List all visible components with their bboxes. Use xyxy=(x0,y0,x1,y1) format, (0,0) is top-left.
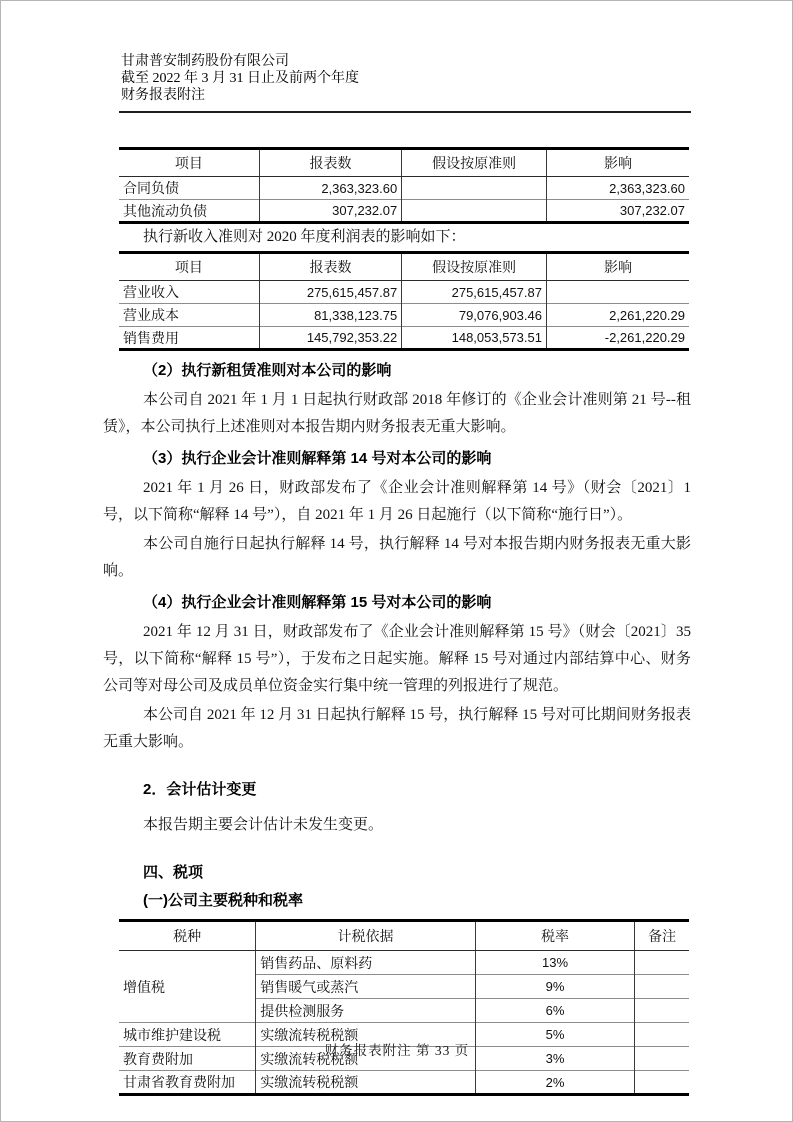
table-header-row xyxy=(119,253,689,281)
cell-reported: 275,615,457.87 xyxy=(259,281,402,304)
cell-item: 营业成本 xyxy=(119,304,259,327)
column-header-impact: 影响 xyxy=(546,253,689,281)
table-row xyxy=(119,281,689,304)
income-impact-intro: 执行新收入准则对 2020 年度利润表的影响如下： xyxy=(143,229,466,245)
para-interpretation-15-effect: 本公司自 2021 年 12 月 31 日起执行解释 15 号，执行解释 15 号对可比期间财务报表无重大影响。 xyxy=(103,707,691,750)
cell-reported: 307,232.07 xyxy=(259,200,402,223)
cell-tax-basis: 实缴流转税税额 xyxy=(256,1047,475,1071)
cell-tax-rate: 6% xyxy=(475,999,635,1023)
document-title: 财务报表附注 xyxy=(121,88,205,103)
heading-accounting-estimate-change: 2．会计估计变更 xyxy=(143,781,257,798)
cell-item: 销售费用 xyxy=(119,327,259,350)
cell-original xyxy=(402,200,547,223)
column-header-original: 假设按原准则 xyxy=(402,149,547,177)
cell-item: 营业收入 xyxy=(119,281,259,304)
heading-main-taxes-and-rates: (一)公司主要税种和税率 xyxy=(143,892,303,909)
table-row xyxy=(119,1071,689,1095)
cell-original: 275,615,457.87 xyxy=(402,281,547,304)
contract-liability-impact-table xyxy=(119,147,689,224)
cell-reported: 81,338,123.75 xyxy=(259,304,402,327)
table-header-row xyxy=(119,149,689,177)
table-row xyxy=(119,304,689,327)
cell-impact xyxy=(546,281,689,304)
column-header-note: 备注 xyxy=(635,921,689,951)
cell-item: 其他流动负债 xyxy=(119,200,259,223)
cell-tax-type: 甘肃省教育费附加 xyxy=(119,1071,256,1095)
heading-taxes: 四、税项 xyxy=(143,864,204,881)
company-name: 甘肃普安制药股份有限公司 xyxy=(121,54,289,69)
table-row xyxy=(119,327,689,350)
report-period: 截至 2022 年 3 月 31 日止及前两个年度 xyxy=(121,71,359,86)
cell-note xyxy=(635,951,689,975)
cell-impact: 307,232.07 xyxy=(546,200,689,223)
column-header-item: 项目 xyxy=(119,149,259,177)
column-header-reported: 报表数 xyxy=(259,149,402,177)
cell-tax-basis: 销售暖气或蒸汽 xyxy=(256,975,475,999)
cell-impact: -2,261,220.29 xyxy=(546,327,689,350)
footer-text: 财务报表附注 第 33 页 xyxy=(324,1043,470,1058)
table-row xyxy=(119,951,689,975)
table-row xyxy=(119,200,689,223)
cell-note xyxy=(635,975,689,999)
cell-reported: 145,792,353.22 xyxy=(259,327,402,350)
income-statement-impact-table xyxy=(119,251,689,351)
cell-tax-rate: 3% xyxy=(475,1047,635,1071)
column-header-tax-type: 税种 xyxy=(119,921,256,951)
tax-rate-table xyxy=(119,919,689,1096)
para-interpretation-14-issue: 2021 年 1 月 26 日，财政部发布了《企业会计准则解释第 14 号》（财会〔2021〕1 号，以下简称“解释 14 号”），自 2021 年 1 月 26 日起施行（以下简称“施行日”）。 xyxy=(103,480,691,523)
cell-tax-rate: 2% xyxy=(475,1071,635,1095)
header-divider xyxy=(119,111,691,113)
cell-tax-type: 城市维护建设税 xyxy=(119,1023,256,1047)
column-header-reported: 报表数 xyxy=(259,253,402,281)
cell-impact: 2,363,323.60 xyxy=(609,180,685,196)
para-interpretation-15-issue: 2021 年 12 月 31 日，财政部发布了《企业会计准则解释第 15 号》（财会〔2021〕35 号，以下简称“解释 15 号”），于发布之日起实施。解释 15 号对通过内部结算中心、财务公司等对母公司及成员单位资金实行集中统一管理的列报进行了规范。 xyxy=(103,624,691,694)
cell-tax-rate: 5% xyxy=(475,1023,635,1047)
cell-original: 79,076,903.46 xyxy=(402,304,547,327)
cell-tax-type: 增值税 xyxy=(119,951,256,1023)
heading-interpretation-15: （4）执行企业会计准则解释第 15 号对本公司的影响 xyxy=(143,594,492,611)
column-header-original: 假设按原准则 xyxy=(402,253,547,281)
column-header-tax-rate: 税率 xyxy=(475,921,635,951)
heading-new-lease-standard: （2）执行新租赁准则对本公司的影响 xyxy=(143,362,392,379)
cell-original xyxy=(402,177,547,200)
cell-tax-type: 教育费附加 xyxy=(119,1047,256,1071)
cell-tax-rate: 13% xyxy=(475,951,635,975)
column-header-impact: 影响 xyxy=(546,149,689,177)
cell-impact: 2,261,220.29 xyxy=(546,304,689,327)
cell-note xyxy=(635,999,689,1023)
para-new-lease-standard: 本公司自 2021 年 1 月 1 日起执行财政部 2018 年修订的《企业会计准则第 21 号--租赁》，本公司执行上述准则对本报告期内财务报表无重大影响。 xyxy=(103,392,691,435)
heading-interpretation-14: （3）执行企业会计准则解释第 14 号对本公司的影响 xyxy=(143,450,492,467)
cell-tax-basis: 实缴流转税税额 xyxy=(256,1023,475,1047)
cell-original: 148,053,573.51 xyxy=(402,327,547,350)
cell-item: 合同负债 xyxy=(119,177,259,200)
column-header-item: 项目 xyxy=(119,253,259,281)
table-row xyxy=(119,177,689,200)
cell-tax-basis: 提供检测服务 xyxy=(256,999,475,1023)
cell-tax-rate: 9% xyxy=(475,975,635,999)
cell-reported: 2,363,323.60 xyxy=(259,177,402,200)
document-header xyxy=(103,1,691,104)
page-footer xyxy=(103,1039,691,1059)
table-header-row xyxy=(119,921,689,951)
para-accounting-estimate-change: 本报告期主要会计估计未发生变更。 xyxy=(143,817,384,833)
column-header-tax-basis: 计税依据 xyxy=(256,921,475,951)
page-content xyxy=(103,1,691,1096)
cell-tax-basis: 销售药品、原料药 xyxy=(256,951,475,975)
cell-tax-basis: 实缴流转税税额 xyxy=(256,1071,475,1095)
para-interpretation-14-effect: 本公司自施行日起执行解释 14 号，执行解释 14 号对本报告期内财务报表无重大影响。 xyxy=(103,536,691,579)
cell-note xyxy=(635,1071,689,1095)
